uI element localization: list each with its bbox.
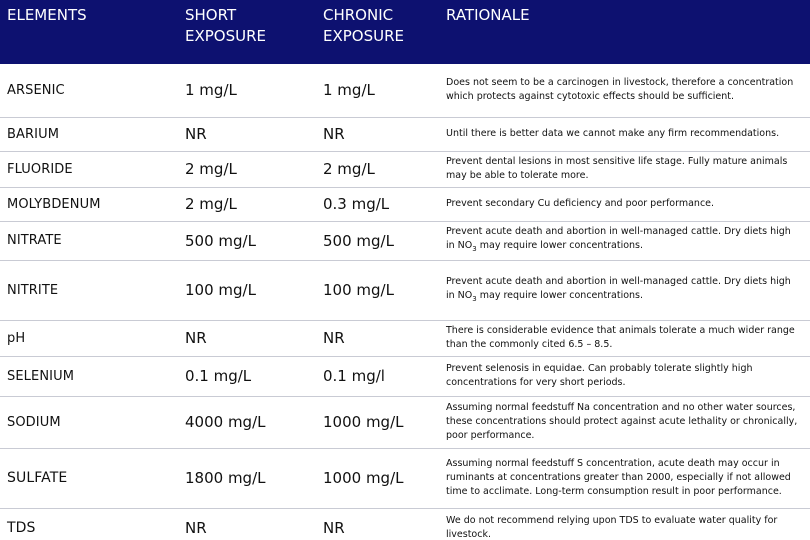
row-element: NITRATE xyxy=(0,221,178,260)
row-chronic-exposure: 100 mg/L xyxy=(316,260,439,320)
table-row xyxy=(0,151,810,187)
row-chronic-exposure: NR xyxy=(316,117,439,151)
row-element: SULFATE xyxy=(0,448,178,508)
row-rationale: There is considerable evidence that animals tolerate a much wider range than the commonly cited 6.5 – 8.5. xyxy=(439,320,810,356)
row-element: SELENIUM xyxy=(0,356,178,396)
table-row xyxy=(0,320,810,356)
row-short-exposure: 500 mg/L xyxy=(178,221,316,260)
table-body xyxy=(0,64,810,540)
rationale-subscript: 3 xyxy=(472,244,477,253)
row-short-exposure: NR xyxy=(178,508,316,540)
rationale-text-pre: Prevent acute death and abortion in well-managed cattle. Dry diets high in NO xyxy=(446,226,791,252)
row-rationale: Prevent secondary Cu deficiency and poor performance. xyxy=(439,187,810,221)
header-rationale: RATIONALE xyxy=(439,0,810,64)
row-rationale xyxy=(439,221,810,260)
row-chronic-exposure: 0.3 mg/L xyxy=(316,187,439,221)
row-chronic-exposure: 2 mg/L xyxy=(316,151,439,187)
table-row xyxy=(0,508,810,540)
row-chronic-exposure: 1000 mg/L xyxy=(316,448,439,508)
row-element: BARIUM xyxy=(0,117,178,151)
row-rationale: Prevent dental lesions in most sensitive life stage. Fully mature animals may be able to tolerate more. xyxy=(439,151,810,187)
row-element: NITRITE xyxy=(0,260,178,320)
table-row xyxy=(0,64,810,117)
table-row xyxy=(0,187,810,221)
row-rationale: Prevent selenosis in equidae. Can probably tolerate slightly high concentrations for very short periods. xyxy=(439,356,810,396)
table-row xyxy=(0,117,810,151)
row-short-exposure: 1 mg/L xyxy=(178,64,316,117)
header-chronic-exposure: CHRONIC EXPOSURE xyxy=(316,0,439,64)
row-rationale: Assuming normal feedstuff S concentration, acute death may occur in ruminants at concentrations greater than 2000, especially if not allowed time to acclimate. Long-term consumption result in poor performance. xyxy=(439,448,810,508)
header-short-exposure: SHORT EXPOSURE xyxy=(178,0,316,64)
row-chronic-exposure: 500 mg/L xyxy=(316,221,439,260)
row-rationale: Does not seem to be a carcinogen in livestock, therefore a concentration which protects against cytotoxic effects should be sufficient. xyxy=(439,64,810,117)
row-rationale: We do not recommend relying upon TDS to evaluate water quality for livestock. xyxy=(439,508,810,540)
row-short-exposure: 1800 mg/L xyxy=(178,448,316,508)
row-chronic-exposure: 1000 mg/L xyxy=(316,396,439,448)
rationale-text-pre: Prevent acute death and abortion in well-managed cattle. Dry diets high in NO xyxy=(446,275,791,301)
table-header xyxy=(0,0,810,64)
table-row xyxy=(0,260,810,320)
row-short-exposure: 2 mg/L xyxy=(178,187,316,221)
table-row xyxy=(0,356,810,396)
row-rationale: Assuming normal feedstuff Na concentration and no other water sources, these concentrations should protect against acute lethality or chronically, poor performance. xyxy=(439,396,810,448)
row-rationale: Until there is better data we cannot make any firm recommendations. xyxy=(439,117,810,151)
row-chronic-exposure: NR xyxy=(316,508,439,540)
row-chronic-exposure: NR xyxy=(316,320,439,356)
row-short-exposure: 100 mg/L xyxy=(178,260,316,320)
row-element: FLUORIDE xyxy=(0,151,178,187)
row-short-exposure: NR xyxy=(178,320,316,356)
row-chronic-exposure: 0.1 mg/l xyxy=(316,356,439,396)
row-element: MOLYBDENUM xyxy=(0,187,178,221)
row-element: SODIUM xyxy=(0,396,178,448)
row-short-exposure: NR xyxy=(178,117,316,151)
table-row xyxy=(0,448,810,508)
table-row xyxy=(0,396,810,448)
row-element: TDS xyxy=(0,508,178,540)
row-chronic-exposure: 1 mg/L xyxy=(316,64,439,117)
rationale-subscript: 3 xyxy=(472,294,477,303)
header-elements: ELEMENTS xyxy=(0,0,178,64)
row-short-exposure: 2 mg/L xyxy=(178,151,316,187)
row-short-exposure: 4000 mg/L xyxy=(178,396,316,448)
row-rationale xyxy=(439,260,810,320)
table-row xyxy=(0,221,810,260)
row-element: ARSENIC xyxy=(0,64,178,117)
row-element: pH xyxy=(0,320,178,356)
rationale-text-post: may require lower concentrations. xyxy=(476,240,644,252)
rationale-text-post: may require lower concentrations. xyxy=(476,289,644,301)
row-short-exposure: 0.1 mg/L xyxy=(178,356,316,396)
